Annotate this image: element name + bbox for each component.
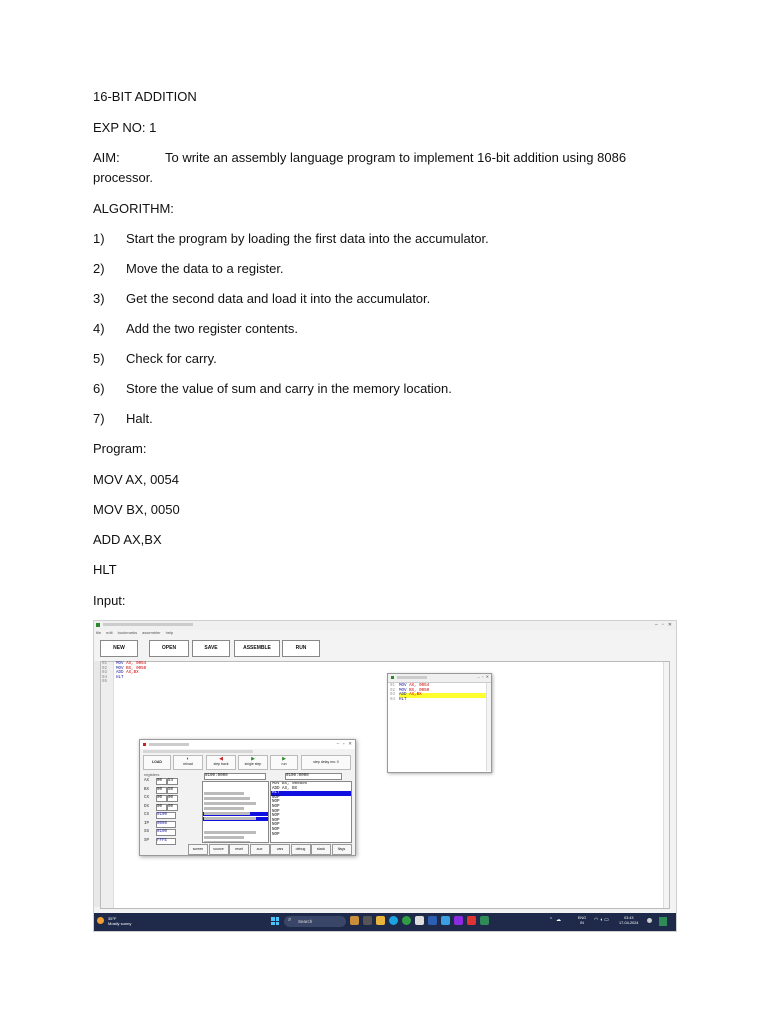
emu-button-label: run [281,762,287,766]
source-code-window [387,673,492,773]
register-value[interactable]: 0006 [156,821,176,828]
source-window-title [397,676,427,679]
code-operands: AX,BX [126,671,139,676]
emu-button-icon: ▶ [251,756,255,762]
emu-button-step-delay-ms-0[interactable] [301,755,351,770]
emu-button-icon: ◀ [219,756,223,762]
aim-text: To write an assembly language program to implement 16-bit addition using 8086 [165,150,627,165]
emu-button-label: single step [244,762,262,766]
menu-bar [96,630,173,637]
register-high[interactable]: 00 [156,778,167,785]
window-titlebar [94,621,676,630]
disassembly-row: NOP [272,823,280,828]
memory-row [203,836,268,841]
emu-button-icon: ◐ [186,756,190,762]
code-lines [116,662,146,680]
app-purple-icon[interactable] [454,916,463,925]
disassembly-row: NOP [272,809,280,814]
emu-bottom-button-stack[interactable]: stack [311,844,331,855]
edge-icon[interactable] [389,916,398,925]
step-number: 2) [93,261,105,276]
register-name: SP [144,838,150,843]
language-indicator[interactable]: ENG IN [577,916,587,925]
code-opcode: ADD [116,671,127,676]
disassembly-row: NOP [272,804,280,809]
register-row [144,821,184,828]
emulator-controls[interactable]: – ▫ ✕ [336,741,352,746]
aim-label: AIM: [93,150,120,165]
app-blue-icon[interactable] [441,916,450,925]
taskbar [94,913,676,931]
app-icon [96,623,100,627]
memory-row [203,797,268,802]
taskbar-search[interactable] [284,916,346,927]
search-icon: ⌕ [288,917,292,923]
register-row [144,778,184,785]
register-low[interactable]: 00 [167,804,178,811]
source-window-controls[interactable]: – ▫ ✕ [477,674,489,679]
menu-item[interactable]: edit [106,630,113,635]
step-number: 1) [93,231,105,246]
weather-desc: Mostly sunny [108,921,132,926]
register-row [144,829,184,836]
menu-item[interactable]: assembler [142,630,161,635]
emu-bottom-button-source[interactable]: source [209,844,229,855]
emu-bottom-button-aux[interactable]: aux [250,844,270,855]
emulator-bottom-buttons [188,844,353,853]
step-text: Check for carry. [126,351,217,366]
program-line: MOV BX, 0050 [93,502,180,517]
clock[interactable] [619,916,638,926]
window-controls[interactable]: – ▫ ✕ [654,622,672,628]
task-view-icon[interactable] [363,916,372,925]
algorithm-label: ALGORITHM: [93,201,174,216]
app-emu-icon[interactable] [350,916,359,925]
disassembly-row: HLT [271,791,351,796]
registers-label: registers [144,772,160,777]
step-text: Halt. [126,411,153,426]
app-red-icon[interactable] [467,916,476,925]
chrome-icon[interactable] [402,916,411,925]
register-high[interactable]: 00 [156,787,167,794]
register-row [144,804,184,811]
experiment-number: EXP NO: 1 [93,120,157,135]
disassembly-row: ADD AX, BX [272,786,298,791]
disassembly-row: NOP [272,818,280,823]
emulator-title [149,743,189,746]
emu-button-run[interactable] [270,755,298,770]
emu-bottom-button-reset[interactable]: reset [229,844,249,855]
disassembly-row: MOV BX, 00050h [272,782,308,786]
emu-button-label: step delay ms: 0 [313,760,339,764]
source-operands: AX, 0054 [409,684,430,688]
store-icon[interactable] [415,916,424,925]
program-line: ADD AX,BX [93,532,162,547]
toolbar-button-save[interactable]: SAVE [192,640,230,657]
emu-button-single-step[interactable] [238,755,268,770]
code-opcode: MOV [116,666,127,671]
clock-date: 17-04-2024 [619,921,639,925]
emu-button-label: reload [183,762,193,766]
source-operands: BX, 0050 [409,688,430,693]
emu-bottom-button-vars[interactable]: vars [270,844,290,855]
source-opcode: ADD [399,693,410,698]
source-opcode: MOV [399,688,410,693]
source-opcode: HLT [399,697,410,702]
program-label: Program: [93,441,147,456]
emu-button-label: LOAD [152,760,162,764]
step-text: Get the second data and load it into the accumulator. [126,291,431,306]
document-title: 16-BIT ADDITION [93,89,197,104]
register-name: CS [144,813,150,817]
emulator-window [139,739,356,856]
app-l-icon[interactable] [428,916,437,925]
disassembly-row: NOP [272,832,280,837]
window-title [103,623,193,626]
register-row [144,787,184,794]
emulator-menu [140,749,355,754]
memory-row [203,807,268,812]
emu-button-load[interactable] [143,755,171,770]
register-value[interactable]: 0100 [156,812,176,819]
menu-item[interactable]: file [96,630,102,635]
step-text: Add the two register contents. [126,321,298,336]
taskbar-apps [350,916,489,925]
memory-address[interactable]: 0100:0000 [204,773,266,780]
toolbar-button-open[interactable]: OPEN [149,640,189,657]
step-number: 3) [93,291,105,306]
register-value[interactable]: FFFE [156,838,176,845]
memory-row [203,826,268,831]
disassembly-row: NOP [272,827,280,832]
aim-text-continued: processor. [93,170,153,185]
toolbar-button-assemble[interactable]: ASSEMBLE [234,640,280,657]
emulator-titlebar [140,740,355,749]
memory-row [203,782,268,787]
memory-row [203,787,268,792]
memory-row [203,831,268,836]
disassembly-row: NOP [272,814,280,819]
file-explorer-icon[interactable] [376,916,385,925]
step-number: 5) [93,351,105,366]
memory-row-fill [204,841,250,843]
register-row [144,812,184,819]
source-window-icon [391,676,394,679]
register-low[interactable]: 50 [167,787,178,794]
widgets-icon[interactable] [659,917,667,926]
search-label: Search [298,919,313,924]
input-label: Input: [93,593,126,608]
source-code-lines [399,684,487,702]
code-operands: BX, 0050 [126,666,147,671]
register-value[interactable]: 0100 [156,829,176,836]
register-name: SS [144,830,150,834]
register-high[interactable]: 00 [156,795,167,802]
code-operands: AX, 0054 [126,662,147,666]
disassembly-row: NOP [272,795,280,800]
step-text: Move the data to a register. [126,261,284,276]
register-name: CX [144,796,150,800]
step-number: 7) [93,411,105,426]
memory-list[interactable] [202,781,269,843]
tray-icons[interactable]: ⌃ ☁ [549,917,561,923]
toolbar-button-run[interactable]: RUN [282,640,320,657]
emu-button-step-back[interactable] [206,755,236,770]
step-number: 4) [93,321,105,336]
line-gutter: 01 02 03 04 05 [101,662,114,908]
memory-row [203,821,268,826]
program-line: HLT [93,562,117,577]
register-name: IP [144,821,150,826]
left-margin [94,661,100,907]
register-name: AX [144,779,150,783]
emu-bottom-button-screen[interactable]: screen [188,844,208,855]
step-text: Start the program by loading the first data into the accumulator. [126,231,489,246]
code-opcode: HLT [116,675,127,680]
emulator-icon [143,743,146,746]
disassembly-address[interactable]: 0100:0000 [285,773,342,780]
clock-time: 03:43 [623,916,634,920]
register-row [144,838,184,845]
register-name: DX [144,804,150,809]
excel-icon[interactable] [480,916,489,925]
disassembly-list[interactable] [270,781,352,843]
menu-item[interactable]: help [165,630,174,635]
weather-widget[interactable] [108,916,131,926]
source-gutter: 01 02 03 04 [390,684,396,702]
weather-temp: 35°F [108,916,117,921]
emulator-screenshot [93,620,677,932]
windows-start-icon[interactable] [271,917,279,925]
register-low[interactable]: 00 [167,795,178,802]
emu-bottom-button-flags[interactable]: flags [332,844,352,855]
toolbar-button-new[interactable]: NEW [100,640,138,657]
source-scrollbar[interactable] [486,683,491,771]
source-line [399,698,487,703]
register-high[interactable]: 00 [156,804,167,811]
emu-button-icon: ▶ [282,756,286,762]
step-number: 6) [93,381,105,396]
menu-item[interactable]: bookmarks [117,630,138,635]
emu-button-reload[interactable] [173,755,203,770]
disassembly-row: NOP [272,800,280,805]
program-line: MOV AX, 0054 [93,472,179,487]
step-text: Store the value of sum and carry in the memory location. [126,381,452,396]
register-name: BX [144,787,150,792]
network-volume-battery-icons[interactable]: ◠ ◖ ▭ [594,917,609,923]
emu-bottom-button-debug[interactable]: debug [291,844,311,855]
source-window-titlebar [388,674,491,683]
emu-button-label: step back [213,762,229,766]
code-opcode: MOV [116,662,127,666]
emulator-toolbar [143,755,353,769]
register-low[interactable]: 54 [167,778,178,785]
editor-scrollbar[interactable] [663,662,669,908]
notification-icon[interactable] [647,918,652,923]
source-opcode: MOV [399,684,410,688]
weather-icon [97,917,104,924]
register-row [144,795,184,802]
source-operands: AX,BX [409,693,422,698]
memory-row [203,817,268,822]
memory-row [203,802,268,807]
memory-row [203,812,268,817]
memory-row [203,792,268,797]
code-line [116,676,146,681]
